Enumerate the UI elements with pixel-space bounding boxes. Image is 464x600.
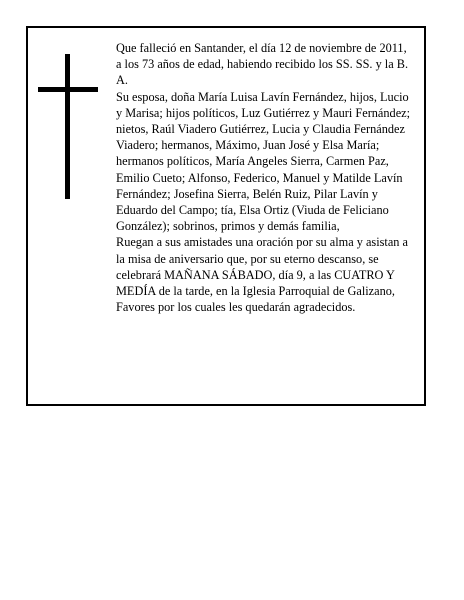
- mass-invitation-paragraph: Ruegan a sus amistades una oración por su alma y asistan a la misa de aniversario que, por su eterno descanso, se celebrará MAÑANA SÁBADO, día 9, a las CUATRO Y MEDÍA de la tarde, en la Iglesia Parroquial de Galizano, Favores por los cuales les quedarán agradecidos.: [116, 235, 408, 315]
- cross-icon: [38, 54, 98, 199]
- death-announcement-paragraph: Que falleció en Santander, el día 12 de noviembre de 2011, a los 73 años de edad, habiendo recibido los SS. SS. y la B. A.: [116, 41, 409, 88]
- notice-text: [116, 40, 414, 315]
- family-paragraph: Su esposa, doña María Luisa Lavín Fernández, hijos, Lucio y Marisa; hijos políticos, Luz Gutiérrez y Mauri Fernández; nietos, Raúl Viadero Gutiérrez, Lucia y Claudia Fernández Viadero; hermanos, Máximo, Juan José y Elsa María; hermanos políticos, María Angeles Sierra, Carmen Paz, Emilio Cueto; Alfonso, Federico, Manuel y Matilde Lavín Fernández; Josefina Sierra, Belén Ruiz, Pilar Lavín y Eduardo del Campo; tía, Elsa Ortiz (Viuda de Feliciano González); sobrinos, primos y demás familia,: [116, 89, 411, 234]
- obituary-notice: [26, 26, 426, 406]
- cross-horizontal-bar: [38, 87, 98, 92]
- cross-vertical-bar: [65, 54, 70, 199]
